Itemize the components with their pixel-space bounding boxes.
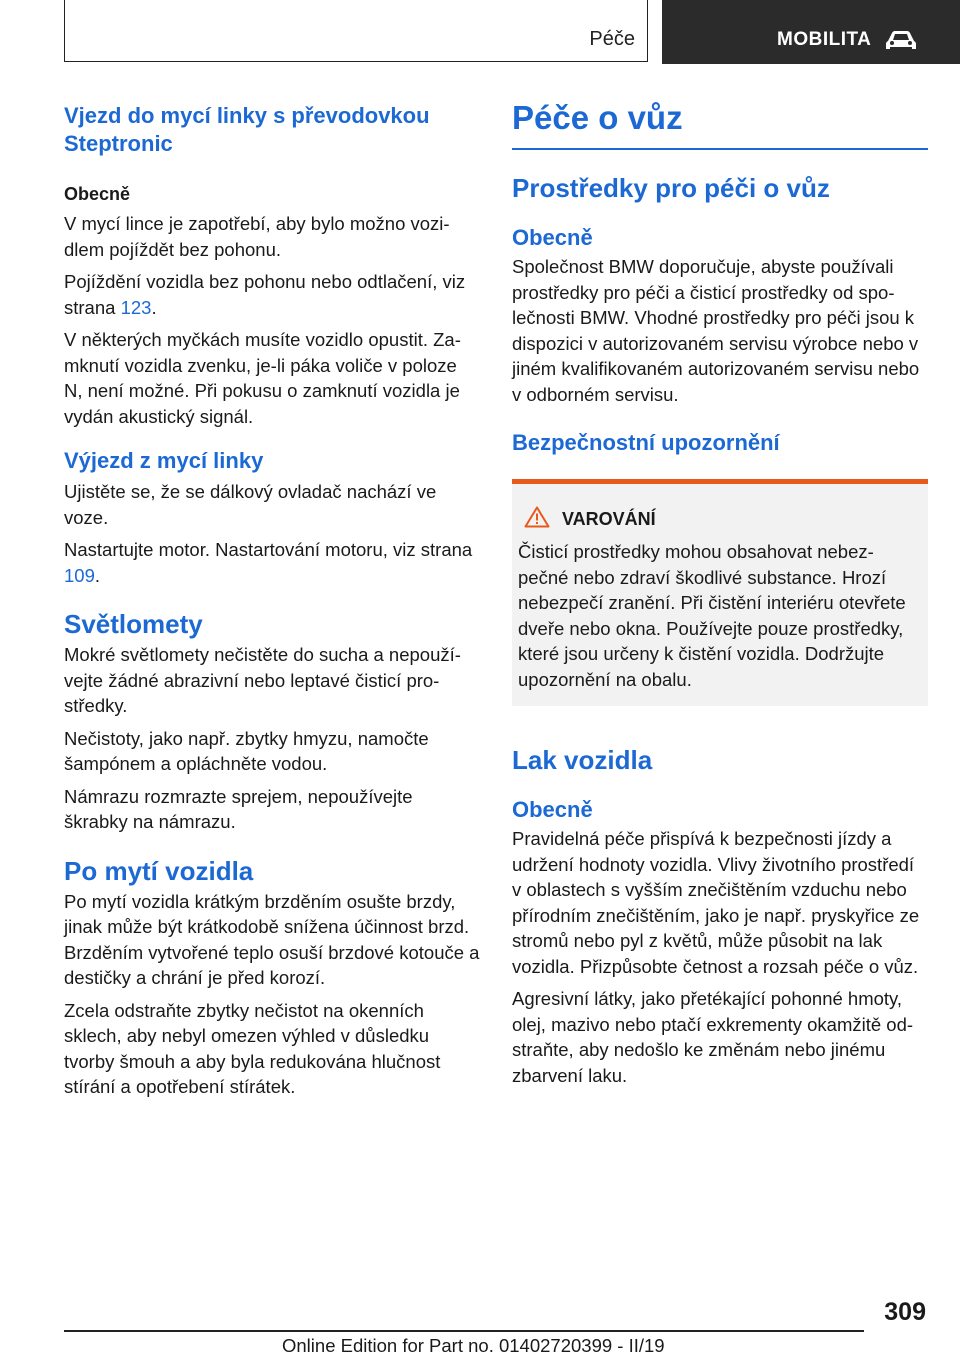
heading-obecne: Obecně (512, 797, 593, 822)
page-reference-link[interactable]: 109 (64, 564, 95, 586)
left-column (64, 98, 480, 1100)
section-title: Péče (589, 28, 635, 50)
paragraph: V mycí lince je zapotřebí, aby bylo možno vozi-dlem pojíždět bez pohonu. (64, 213, 450, 260)
heading-svetlomety: Světlomety (64, 609, 203, 639)
subheading-obecne: Obecně (64, 184, 131, 204)
heading-bezpecnostni: Bezpečnostní upozornění (512, 430, 780, 455)
header-section-box (64, 0, 648, 62)
car-icon (884, 28, 918, 57)
chapter-tab[interactable] (662, 0, 960, 64)
heading-lak-vozidla: Lak vozidla (512, 745, 653, 775)
footer-divider (64, 1330, 864, 1332)
paragraph: Po mytí vozidla krátkým brzděním osušte brzdy, jinak může být krátkodobě snížena účinnost brzd. Brzděním vytvořené teplo osuší brzdové kotouče a destičky a chrání je před korozí. (64, 890, 480, 988)
heading-obecne: Obecně (512, 225, 593, 250)
chapter-label: MOBILITA (777, 29, 872, 50)
paragraph: Pravidelná péče přispívá k bezpečnosti jízdy a udržení hodnoty vozidla. Vlivy životního prostředí v oblastech s vyšším znečištěním vzduchu nebo přírodním znečištěním, jako je např. pryskyřice ze stromů nebo pyl z květů, může působit na lak vozidla. Přizpůsobte četnost a rozsah péče o vůz. (512, 828, 920, 977)
paragraph: V některých myčkách musíte vozidlo opustit. Za-mknutí vozidla zvenku, je-li páka voliče v poloze N, není možné. Při pokusu o zamknutí vozidla je vydán akustický signál. (64, 329, 461, 427)
warning-box (512, 479, 928, 706)
heading-steptronic: Vjezd do mycí linky s převodovkou Steptronic (64, 103, 430, 156)
paragraph: Společnost BMW doporučuje, abyste používali prostředky pro péči a čisticí prostředky od spo-lečnosti BMW. Vhodné prostředky pro péči jsou k dispozici v autorizovaném servisu výrobce nebo v jiném kvalifikovaném autorizovaném servisu nebo v odborném servisu. (512, 256, 920, 405)
heading-po-myti: Po mytí vozidla (64, 855, 254, 886)
warning-header (518, 506, 922, 533)
edition-note: Online Edition for Part no. 01402720399 - II/19 (282, 1335, 665, 1356)
heading-divider (512, 148, 928, 150)
paragraph: Pojíždění vozidla bez pohonu nebo odtlačení, viz strana 123. (64, 271, 466, 318)
paragraph: Námrazu rozmrazte sprejem, nepoužívejte škrabky na námrazu. (64, 785, 413, 832)
warning-title: VAROVÁNÍ (562, 509, 656, 529)
heading-prostredky: Prostředky pro péči o vůz (512, 173, 830, 203)
paragraph: Zcela odstraňte zbytky nečistot na okenních sklech, aby nebyl omezen výhled v důsledku tvorby šmouh a aby byla redukována hlučnost stírání a opotřebení stírátek. (64, 999, 441, 1097)
paragraph: Ujistěte se, že se dálkový ovladač nachází ve voze. (64, 481, 437, 528)
warning-text: Čisticí prostředky mohou obsahovat nebez-pečné nebo zdraví škodlivé substance. Hrozí nebezpečí zranění. Při čistění interiéru otevřete dveře nebo okna. Používejte pouze prostředky, které jsou určeny k čistění vozidla. Dodržujte upozornění na obalu. (518, 541, 906, 690)
paragraph: Nastartujte motor. Nastartování motoru, viz strana 109. (64, 539, 473, 586)
page-number: 309 (884, 1298, 926, 1326)
right-column (512, 98, 928, 1088)
paragraph: Mokré světlomety nečistěte do sucha a nepouží-vejte žádné abrazivní nebo leptavé čisticí pro-středky. (64, 644, 461, 716)
heading-vyjezd: Výjezd z mycí linky (64, 448, 264, 473)
paragraph: Agresivní látky, jako přetékající pohonné hmoty, olej, mazivo nebo ptačí exkrementy okamžitě od-straňte, aby nedošlo ke změnám nebo jinému zbarvení laku. (512, 988, 914, 1086)
warning-triangle-icon (524, 506, 550, 533)
paragraph: Nečistoty, jako např. zbytky hmyzu, namočte šampónem a opláchněte vodou. (64, 727, 429, 774)
heading-pece-o-vuz: Péče o vůz (512, 99, 683, 136)
page-reference-link[interactable]: 123 (120, 296, 152, 318)
